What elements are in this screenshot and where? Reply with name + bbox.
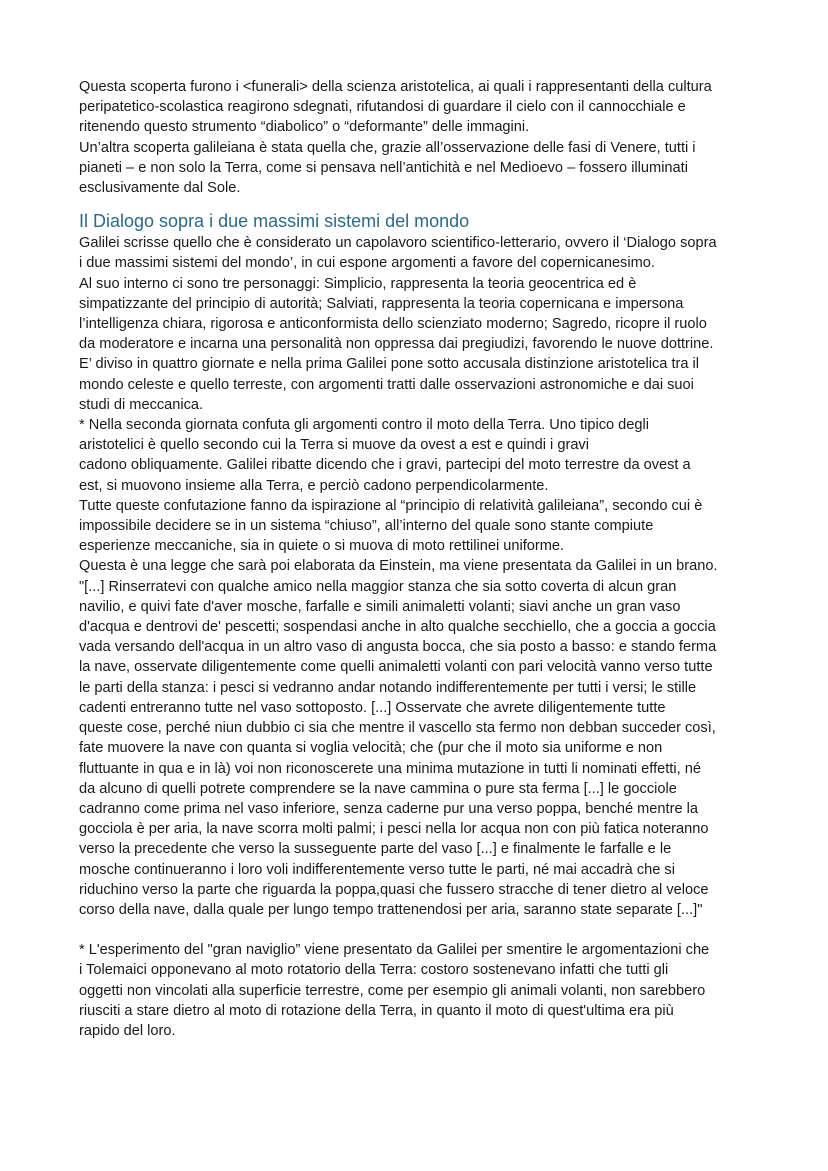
quote-line: gocciola è per aria, la nave scorra molti palmi; i pesci nella lor acqua non con più fatica noteranno <box>79 821 709 838</box>
intro-paragraph <box>79 77 768 198</box>
quote-line: queste cose, perché niun dubbio ci sia che mentre il vascello sta fermo non debban succeder così, <box>79 720 716 737</box>
text-line: studi di meccanica. <box>79 396 204 413</box>
closing-paragraph <box>79 940 768 1041</box>
quote-line: riduchino verso la parte che riguarda la poppa,quasi che fussero stracche di tener dietro al veloce <box>79 881 709 898</box>
text-line: oggetti non vincolati alla superficie terrestre, come per esempio gli animali volanti, non sarebbero <box>79 982 706 999</box>
quote-line: cadranno come prima nel vaso inferiore, senza caderne pur una verso poppa, benché mentre la <box>79 800 698 817</box>
text-line: cadono obliquamente. Galilei ribatte dicendo che i gravi, partecipi del moto terrestre da ovest a <box>79 457 691 474</box>
text-line: esclusivamente dal Sole. <box>79 180 241 197</box>
text-line: Tutte queste confutazione fanno da ispirazione al “principio di relatività galileiana”, secondo cui è <box>79 497 703 514</box>
text-line: peripatetico-scolastica reagirono sdegnati, rifutandosi di guardare il cielo con il cannocchiale e <box>79 99 686 116</box>
text-line: Questa scoperta furono i <funerali> della scienza aristotelica, ai quali i rappresentanti della cultura <box>79 79 712 95</box>
section-body <box>79 233 768 920</box>
text-line: Al suo interno ci sono tre personaggi: Simplicio, rappresenta la teoria geocentrica ed è <box>79 275 637 292</box>
quote-line: fluttuante in qua e in là) voi non riconoscerete una minima mutazione in tutti li nominati effetti, né <box>79 760 701 777</box>
quote-line: da alcuno di quelli potrete comprendere se la nave cammina o pure sta ferma [...] le gocciole <box>79 780 677 797</box>
text-line: Un’altra scoperta galileiana è stata quella che, grazie all’osservazione delle fasi di Venere, tutti i <box>79 139 696 156</box>
quote-line: le parti della stanza: i pesci si vedranno andar notando indifferentemente per tutti i versi; le stille <box>79 679 697 696</box>
quote-line: verso la precedente che verso la susseguente parte del vaso [...] e finalmente le farfalle e le <box>79 841 672 858</box>
section-heading: Il Dialogo sopra i due massimi sistemi del mondo <box>79 211 470 232</box>
text-line: pianeti – e non solo la Terra, come si pensava nell’antichità e nel Medioevo – fossero illuminati <box>79 159 688 176</box>
quote-line: d'acqua e dentrovi de' pescetti; sospendasi anche in alto qualche secchiello, che a goccia a goccia <box>79 619 716 636</box>
text-line: esperienze meccaniche, sia in quiete o si muova di moto rettilinei uniforme. <box>79 538 565 555</box>
text-line: ritenendo questo strumento “diabolico” o “deformante” delle immagini. <box>79 119 530 136</box>
quote-line: navilio, e quivi fate d'aver mosche, farfalle e simili animaletti volanti; siavi anche un gran vaso <box>79 598 681 615</box>
text-line: mondo celeste e quello terreste, con argomenti tratti dalle osservazioni astronomiche e dai suoi <box>79 376 694 393</box>
quote-line: la nave, osservate diligentemente come quelli animaletti volanti con pari velocità vanno verso tutte <box>79 659 713 676</box>
text-line: da moderatore e incarna una personalità non oppressa dai pregiudizi, favorendo le nuove dottrine. <box>79 336 714 353</box>
text-line: aristotelici è quello secondo cui la Terra si muove da ovest a est e quindi i gravi <box>79 437 589 454</box>
text-line: i due massimi sistemi del mondo’, in cui espone argomenti a favore del copernicanesimo. <box>79 255 655 272</box>
text-line: est, si muovono insieme alla Terra, e perciò cadono perpendicolarmente. <box>79 477 549 494</box>
quote-line: corso della nave, dalla quale per lungo tempo trattenendosi per aria, saranno state separate [...]" <box>79 901 703 918</box>
paragraph-gap <box>79 920 768 940</box>
text-line: * L'esperimento del "gran naviglio” viene presentato da Galilei per smentire le argomentazioni che <box>79 942 710 959</box>
text-line: riusciti a stare dietro al moto di rotazione della Terra, in quanto il moto di quest'ultima era più <box>79 1002 674 1019</box>
text-line: i Tolemaici opponevano al moto rotatorio della Terra: costoro sostenevano infatti che tutti gli <box>79 962 669 979</box>
quote-line: cadenti entreranno tutte nel vaso sottoposto. [...] Osservate che avrete diligentemente tutte <box>79 699 666 716</box>
quote-line: mosche continueranno i loro voli indifferentemente verso tutte le parti, né mai accadrà che si <box>79 861 675 878</box>
quote-line: vada versando dell'acqua in un altro vaso di angusta bocca, che sia posto a basso: e stando ferma <box>79 639 717 656</box>
text-line: impossibile decidere se in un sistema “chiuso”, all’interno del quale sono stante compiute <box>79 518 654 535</box>
text-line: rapido del loro. <box>79 1022 176 1039</box>
text-line: Galilei scrisse quello che è considerato un capolavoro scientifico-letterario, ovvero il ‘Dialogo sopra <box>79 235 717 252</box>
quote-line: "[...] Rinserratevi con qualche amico nella maggior stanza che sia sotto coverta di alcun gran <box>79 578 677 595</box>
text-line: E’ diviso in quattro giornate e nella prima Galilei pone sotto accusala distinzione aristotelica tra il <box>79 356 700 373</box>
text-line: simpatizzante del principio di autorità; Salviati, rappresenta la teoria copernicana e impersona <box>79 295 684 312</box>
text-line: Questa è una legge che sarà poi elaborata da Einstein, ma viene presentata da Galilei in un brano. <box>79 558 718 575</box>
text-line: * Nella seconda giornata confuta gli argomenti contro il moto della Terra. Uno tipico degli <box>79 417 650 434</box>
quote-line: fate muovere la nave con quanta si voglia velocità; che (pur che il moto sia uniforme e non <box>79 740 663 757</box>
text-line: l’intelligenza chiara, rigorosa e anticonformista dello scienziato moderno; Sagredo, ricopre il ruolo <box>79 316 707 333</box>
